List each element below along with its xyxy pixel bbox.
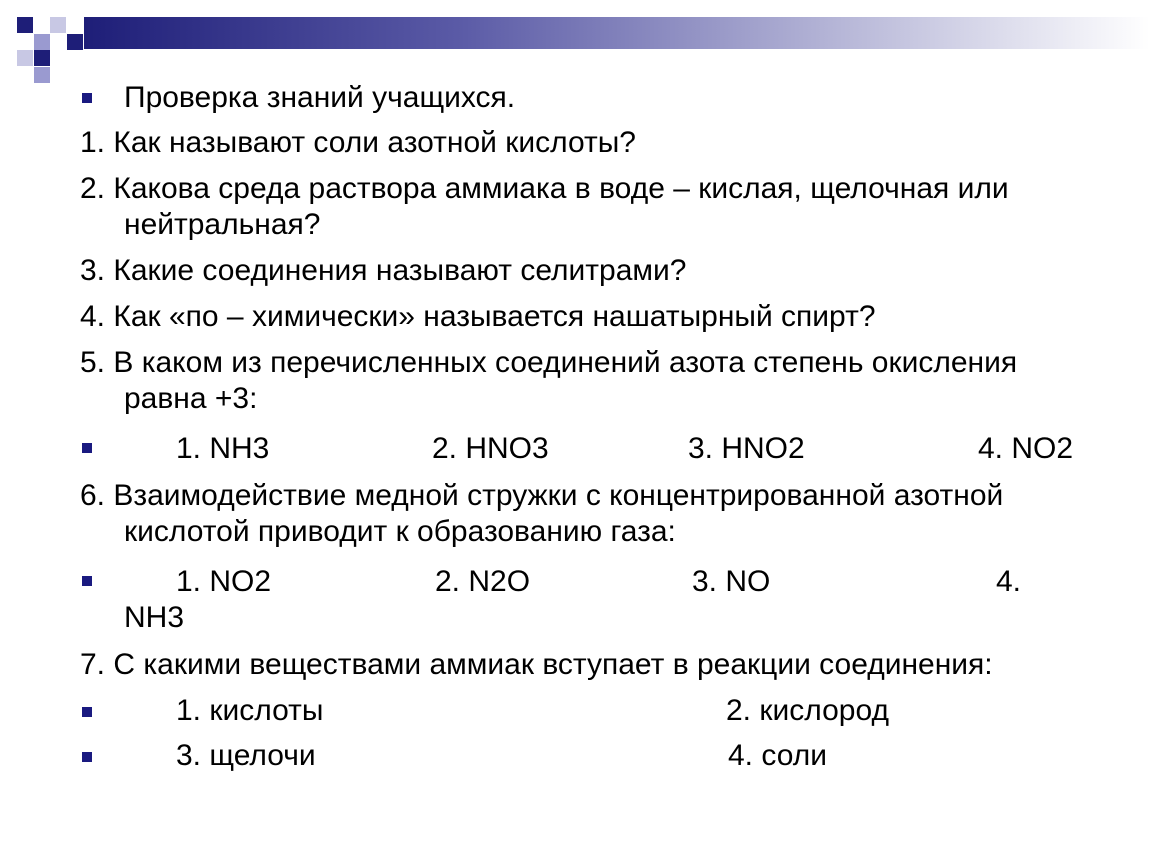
question-5: 5. В каком из перечисленных соединений азота степень окисления: [80, 346, 1018, 379]
option: 1. кислоты: [176, 694, 324, 727]
bullet-icon: [82, 443, 92, 453]
decor-square: [17, 17, 33, 33]
title-bar-gradient: [84, 17, 1150, 49]
question-7: 7. С какими веществами аммиак вступает в реакции соединения:: [80, 648, 993, 681]
decor-square: [67, 34, 83, 50]
question-6-cont: кислотой приводит к образованию газа:: [124, 515, 676, 548]
decor-square: [34, 50, 50, 66]
option: 2. кислород: [726, 694, 889, 727]
option: 4.: [996, 565, 1022, 598]
question-6: 6. Взаимодействие медной стружки с концентрированной азотной: [80, 479, 1004, 512]
decor-square: [34, 34, 50, 50]
option: 2. N2O: [435, 565, 531, 598]
option: 3. HNO2: [688, 432, 805, 465]
question-4: 4. Как «по – химически» называется нашатырный спирт?: [80, 300, 876, 333]
heading: Проверка знаний учащихся.: [124, 81, 516, 114]
option: 3. щелочи: [176, 739, 316, 772]
option: 3. NO: [692, 565, 771, 598]
decor-square: [50, 17, 66, 33]
decor-square: [17, 50, 33, 66]
option: 4. NO2: [978, 432, 1074, 465]
option: NH3: [124, 601, 185, 634]
bullet-icon: [82, 93, 92, 103]
decor-square: [34, 67, 50, 83]
option: 1. NH3: [176, 432, 270, 465]
option: 2. HNO3: [432, 432, 549, 465]
question-2: 2. Какова среда раствора аммиака в воде – кислая, щелочная или: [80, 172, 1009, 205]
option: 4. соли: [728, 739, 827, 772]
bullet-icon: [82, 576, 92, 586]
bullet-icon: [82, 707, 92, 717]
question-2-cont: нейтральная?: [124, 208, 321, 241]
option: 1. NO2: [176, 565, 272, 598]
question-3: 3. Какие соединения называют селитрами?: [80, 254, 687, 287]
question-1: 1. Как называют соли азотной кислоты?: [80, 126, 636, 159]
bullet-icon: [82, 752, 92, 762]
question-5-cont: равна +3:: [124, 382, 258, 415]
